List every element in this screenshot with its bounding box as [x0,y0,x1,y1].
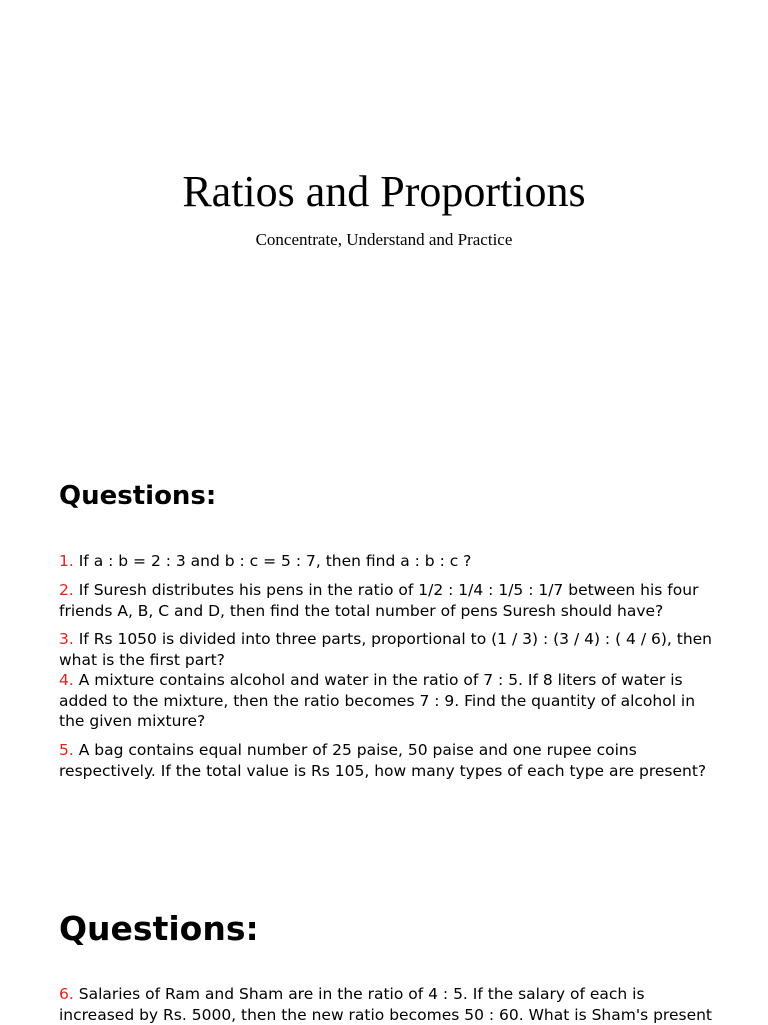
question-text: If Rs 1050 is divided into three parts, proportional to (1 / 3) : (3 / 4) : ( 4 / 6), then what is the first part? [59,630,713,669]
question-number: 5. [59,741,74,759]
question-number: 3. [59,630,74,648]
question-item [59,740,719,781]
question-text: A bag contains equal number of 25 paise, 50 paise and one rupee coins respectively. If the total value is Rs 105, how many types of each type are present? [59,741,707,780]
question-item [59,551,719,572]
question-text: If a : b = 2 : 3 and b : c = 5 : 7, then find a : b : c ? [78,552,472,570]
question-number: 6. [59,985,74,1003]
question-item [59,984,719,1025]
question-number: 4. [59,671,74,689]
question-text: If Suresh distributes his pens in the ratio of 1/2 : 1/4 : 1/5 : 1/7 between his four friends A, B, C and D, then find the total number of pens Suresh should have? [59,581,699,620]
question-item [59,629,719,670]
question-item [59,580,719,621]
questions-heading: Questions: [59,909,259,948]
questions-heading: Questions: [59,481,217,511]
slide-title: Ratios and Proportions [182,167,586,216]
slide-subtitle: Concentrate, Understand and Practice [255,230,513,249]
question-text: A mixture contains alcohol and water in the ratio of 7 : 5. If 8 liters of water is added to the mixture, then the ratio becomes 7 : 9. Find the quantity of alcohol in the given mixture? [59,671,696,730]
question-item [59,670,719,732]
question-number: 2. [59,581,74,599]
question-number: 1. [59,552,74,570]
question-text: Salaries of Ram and Sham are in the ratio of 4 : 5. If the salary of each is increased by Rs. 5000, then the new ratio becomes 50 : 60. What is Sham's present [59,985,713,1024]
